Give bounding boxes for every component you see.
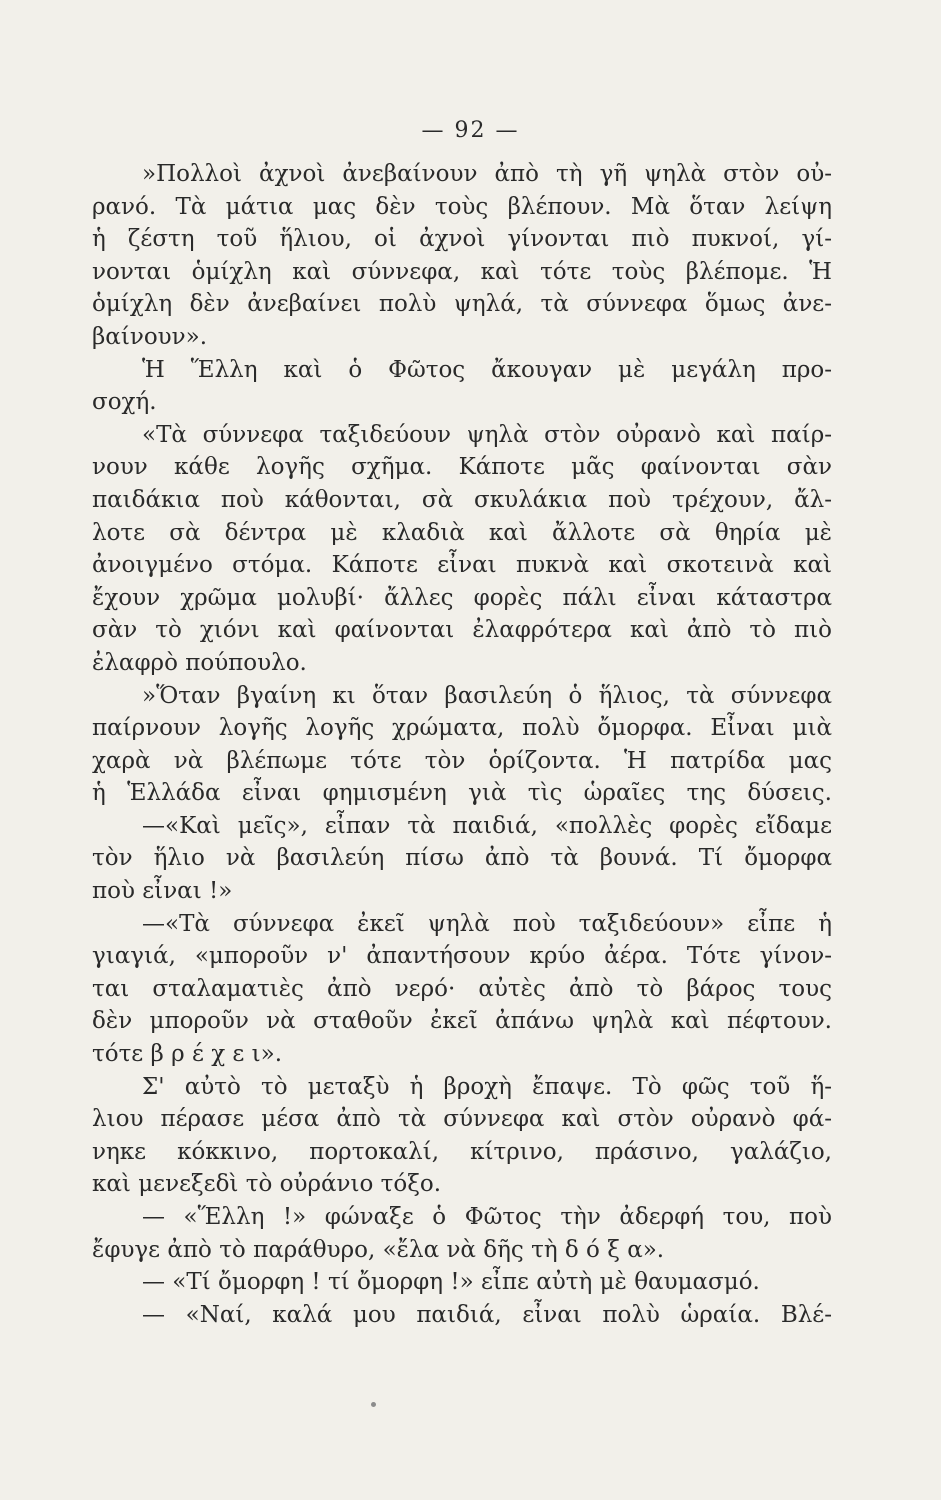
text-line: «Τὰ σύννεφα ταξιδεύουν ψηλὰ στὸν οὐρανὸ καὶ παίρ- — [142, 421, 832, 448]
page-number: — 92 — — [421, 118, 520, 143]
text-line: — «Τί ὄμορφη ! τί ὄμορφη !» εἶπε αὐτὴ μὲ θαυμασμό. — [142, 1269, 760, 1296]
text-line: χαρὰ νὰ βλέπωμε τότε τὸν ὁρίζοντα. Ἡ πατρίδα μας — [92, 747, 832, 774]
text-line: νουν κάθε λογῆς σχῆμα. Κάποτε μᾶς φαίνονται σὰν — [92, 454, 832, 481]
text-line: λιου πέρασε μέσα ἀπὸ τὰ σύννεφα καὶ στὸν οὐρανὸ φά- — [92, 1106, 832, 1133]
text-line: καὶ μενεξεδὶ τὸ οὐράνιο τόξο. — [92, 1171, 442, 1198]
text-line: δὲν μποροῦν νὰ σταθοῦν ἐκεῖ ἀπάνω ψηλὰ καὶ πέφτουν. — [92, 1008, 832, 1035]
text-line: ἔφυγε ἀπὸ τὸ παράθυρο, «ἔλα νὰ δῆς τὴ δ ό ξ α». — [92, 1236, 665, 1263]
text-line: —«Τὰ σύννεφα ἐκεῖ ψηλὰ ποὺ ταξιδεύουν» εἶπε ἡ — [142, 910, 832, 937]
text-line: — «Ἕλλη !» φώναξε ὁ Φῶτος τὴν ἀδερφή του, ποὺ — [142, 1204, 832, 1230]
text-line: νηκε κόκκινο, πορτοκαλί, κίτρινο, πράσινο, γαλάζιο, — [92, 1138, 832, 1165]
text-line: παίρνουν λογῆς λογῆς χρώματα, πολὺ ὄμορφα. Εἶναι μιὰ — [92, 715, 832, 742]
text-line: νονται ὁμίχλη καὶ σύννεφα, καὶ τότε τοὺς βλέπομε. Ἡ — [92, 258, 832, 285]
text-line: βαίνουν». — [92, 323, 208, 350]
text-line: παιδάκια ποὺ κάθονται, σὰ σκυλάκια ποὺ τρέχουν, ἄλ- — [92, 486, 832, 513]
text-line: ἔχουν χρῶμα μολυβί· ἄλλες φορὲς πάλι εἶναι κάταστρα — [92, 584, 832, 611]
text-line: σὰν τὸ χιόνι καὶ φαίνονται ἐλαφρότερα καὶ ἀπὸ τὸ πιὸ — [92, 617, 832, 644]
text-line: ποὺ εἶναι !» — [92, 878, 233, 905]
text-line: ἡ ζέστη τοῦ ἥλιου, οἱ ἀχνοὶ γίνονται πιὸ πυκνοί, γί- — [92, 226, 832, 253]
text-line: ρανό. Τὰ μάτια μας δὲν τοὺς βλέπουν. Μὰ ὅταν λείψη — [92, 193, 832, 220]
text-line: Σ' αὐτὸ τὸ μεταξὺ ἡ βροχὴ ἔπαψε. Τὸ φῶς τοῦ ἥ- — [142, 1073, 832, 1100]
ink-spot — [371, 1402, 376, 1407]
text-line: Ἡ Ἕλλη καὶ ὁ Φῶτος ἄκουγαν μὲ μεγάλη προ- — [142, 356, 832, 383]
text-line: ἡ Ἑλλάδα εἶναι φημισμένη γιὰ τὶς ὡραῖες της δύσεις. — [92, 780, 832, 807]
text-line: ὁμίχλη δὲν ἀνεβαίνει πολὺ ψηλά, τὰ σύννεφα ὅμως ἀνε- — [92, 291, 832, 318]
text-line: ται σταλαματιὲς ἀπὸ νερό· αὐτὲς ἀπὸ τὸ βάρος τους — [92, 975, 832, 1002]
text-line: γιαγιά, «μποροῦν ν' ἀπαντήσουν κρύο ἀέρα. Τότε γίνον- — [92, 943, 832, 970]
text-line: —«Καὶ μεῖς», εἶπαν τὰ παιδιά, «πολλὲς φορὲς εἴδαμε — [142, 812, 832, 839]
text-line: λοτε σὰ δέντρα μὲ κλαδιὰ καὶ ἄλλοτε σὰ θηρία μὲ — [92, 519, 832, 546]
text-line: »Πολλοὶ ἀχνοὶ ἀνεβαίνουν ἀπὸ τὴ γῆ ψηλὰ στὸν οὐ- — [142, 161, 832, 187]
text-line: τὸν ἥλιο νὰ βασιλεύη πίσω ἀπὸ τὰ βουνά. Τί ὄμορφα — [92, 845, 832, 872]
text-line: ἀνοιγμένο στόμα. Κάποτε εἶναι πυκνὰ καὶ σκοτεινὰ καὶ — [92, 552, 832, 579]
text-line: τότε β ρ έ χ ε ι». — [92, 1041, 283, 1068]
text-line: — «Ναί, καλά μου παιδιά, εἶναι πολὺ ὡραία. Βλέ- — [142, 1301, 832, 1328]
body-text — [92, 158, 832, 1331]
text-line: »Ὅταν βγαίνη κι ὅταν βασιλεύη ὁ ἥλιος, τὰ σύννεφα — [142, 682, 832, 709]
text-line: σοχή. — [92, 389, 157, 416]
text-line: ἐλαφρὸ πούπουλο. — [92, 649, 307, 676]
